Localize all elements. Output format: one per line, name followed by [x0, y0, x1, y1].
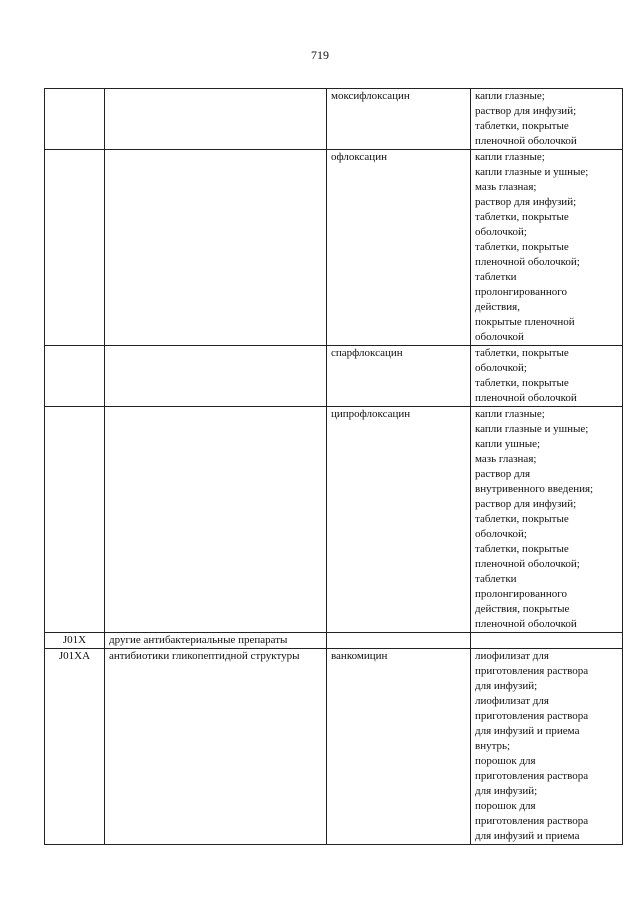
drug-name-cell: ципрофлоксацин: [327, 407, 471, 633]
atc-code-cell: J01XA: [45, 649, 105, 845]
dosage-form-line: действия,: [475, 301, 520, 313]
table-row: [45, 633, 623, 649]
dosage-form-line: пленочной оболочкой: [475, 618, 577, 630]
dosage-form-line: таблетки, покрытые: [475, 211, 569, 223]
dosage-form-line: раствор для инфузий;: [475, 105, 577, 117]
dosage-form-line: приготовления раствора: [475, 665, 589, 677]
table-row: [45, 346, 623, 407]
dosage-form-line: оболочкой;: [475, 226, 527, 238]
dosage-form-line: капли ушные;: [475, 438, 541, 450]
dosage-form-line: покрытые пленочной: [475, 316, 575, 328]
dosage-form-line: капли глазные;: [475, 408, 545, 420]
dosage-form-line: для инфузий;: [475, 785, 538, 797]
dosage-form-line: таблетки, покрытые: [475, 543, 569, 555]
dosage-form-line: внутривенного введения;: [475, 483, 594, 495]
table-row: [45, 407, 623, 633]
group-name-cell: [105, 407, 327, 633]
atc-code-cell: [45, 150, 105, 346]
dosage-form-line: порошок для: [475, 800, 536, 812]
dosage-forms-cell: [471, 89, 623, 150]
dosage-form-line: мазь глазная;: [475, 453, 537, 465]
drug-name-cell: моксифлоксацин: [327, 89, 471, 150]
dosage-form-line: раствор для: [475, 468, 531, 480]
drug-name-cell: офлоксацин: [327, 150, 471, 346]
dosage-form-line: капли глазные;: [475, 151, 545, 163]
dosage-form-line: капли глазные;: [475, 90, 545, 102]
dosage-form-line: таблетки, покрытые: [475, 241, 569, 253]
group-name-cell: антибиотики гликопептидной структуры: [105, 649, 327, 845]
group-name-cell: [105, 150, 327, 346]
dosage-form-line: действия, покрытые: [475, 603, 570, 615]
drug-name-cell: [327, 633, 471, 649]
dosage-form-line: раствор для инфузий;: [475, 196, 577, 208]
dosage-form-line: пролонгированного: [475, 286, 567, 298]
dosage-forms-cell: [471, 407, 623, 633]
table-row: [45, 89, 623, 150]
atc-code-cell: [45, 89, 105, 150]
table-row: [45, 150, 623, 346]
dosage-form-line: для инфузий;: [475, 680, 538, 692]
dosage-forms-cell: [471, 633, 623, 649]
dosage-form-line: лиофилизат для: [475, 650, 549, 662]
dosage-form-line: таблетки, покрытые: [475, 513, 569, 525]
table-row: [45, 649, 623, 845]
dosage-form-line: капли глазные и ушные;: [475, 423, 589, 435]
dosage-form-line: таблетки: [475, 271, 517, 283]
atc-code-cell: [45, 346, 105, 407]
drug-name-cell: спарфлоксацин: [327, 346, 471, 407]
dosage-form-line: раствор для инфузий;: [475, 498, 577, 510]
dosage-form-line: для инфузий и приема: [475, 830, 580, 842]
dosage-form-line: таблетки, покрытые: [475, 377, 569, 389]
page-number: 719: [311, 48, 329, 62]
dosage-form-line: мазь глазная;: [475, 181, 537, 193]
dosage-form-line: таблетки: [475, 573, 517, 585]
dosage-form-line: приготовления раствора: [475, 815, 589, 827]
drug-name-cell: ванкомицин: [327, 649, 471, 845]
dosage-form-line: оболочкой: [475, 331, 524, 343]
table-body: [45, 89, 623, 845]
dosage-form-line: пленочной оболочкой: [475, 392, 577, 404]
dosage-forms-cell: [471, 649, 623, 845]
atc-code-cell: [45, 407, 105, 633]
dosage-form-line: приготовления раствора: [475, 770, 589, 782]
group-name-cell: [105, 89, 327, 150]
atc-code-cell: J01X: [45, 633, 105, 649]
group-name-cell: [105, 346, 327, 407]
dosage-form-line: пролонгированного: [475, 588, 567, 600]
dosage-forms-cell: [471, 346, 623, 407]
dosage-form-line: капли глазные и ушные;: [475, 166, 589, 178]
dosage-form-line: внутрь;: [475, 740, 511, 752]
dosage-form-line: пленочной оболочкой;: [475, 558, 580, 570]
dosage-form-line: лиофилизат для: [475, 695, 549, 707]
dosage-form-line: таблетки, покрытые: [475, 347, 569, 359]
group-name-cell: другие антибактериальные препараты: [105, 633, 327, 649]
dosage-form-line: порошок для: [475, 755, 536, 767]
dosage-form-line: оболочкой;: [475, 362, 527, 374]
dosage-form-line: для инфузий и приема: [475, 725, 580, 737]
dosage-form-line: приготовления раствора: [475, 710, 589, 722]
dosage-form-line: таблетки, покрытые: [475, 120, 569, 132]
dosage-forms-cell: [471, 150, 623, 346]
dosage-form-line: пленочной оболочкой: [475, 135, 577, 147]
dosage-form-line: оболочкой;: [475, 528, 527, 540]
drug-table: [44, 88, 623, 845]
dosage-form-line: пленочной оболочкой;: [475, 256, 580, 268]
